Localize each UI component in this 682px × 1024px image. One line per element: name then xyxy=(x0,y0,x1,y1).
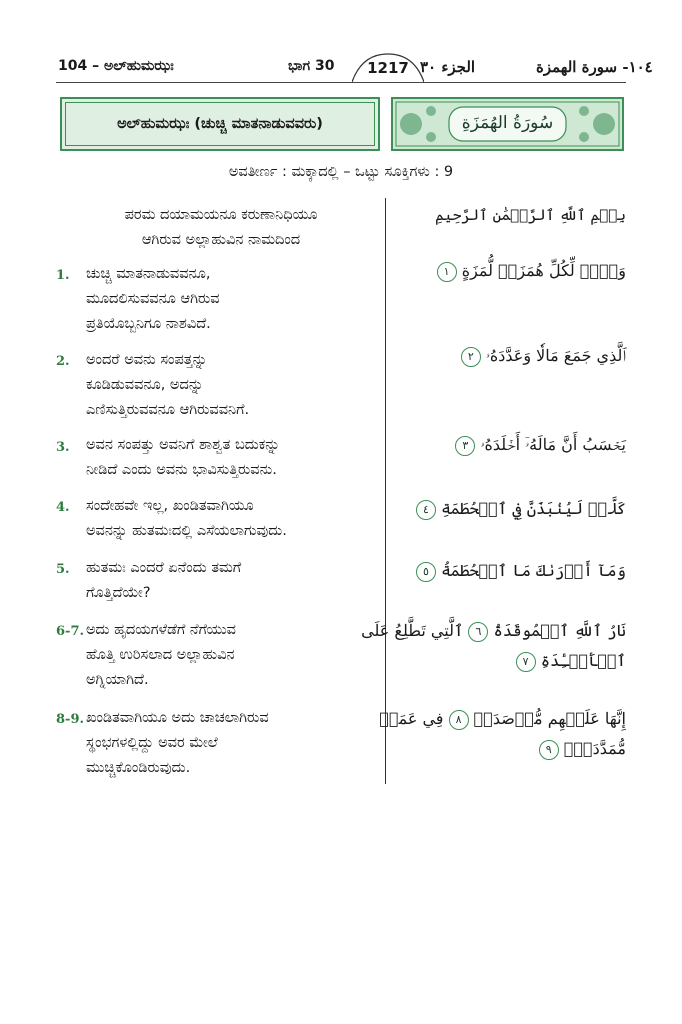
verse-line: ಪ್ರತಿಯೊಬ್ಬನಿಗೂ ನಾಶವಿದೆ. xyxy=(86,316,211,332)
arabic-text: إِنَّهَا عَلَيۡهِم مُّؤۡصَدَةٞ xyxy=(473,709,626,728)
verse-arabic xyxy=(461,341,626,371)
verse-translation xyxy=(86,262,220,337)
revelation-info: ಅವತೀರ್ಣ : ಮಕ್ಕಾದಲ್ಲಿ – ಒಟ್ಟು ಸೂಕ್ತಿಗಳು : 9 xyxy=(228,164,454,180)
arabic-text: وَيۡلٞ لِّكُلِّ هُمَزَةٖ لُّمَزَةٍ xyxy=(461,261,626,280)
verse-number: 8-9. xyxy=(56,712,85,727)
verse-arabic xyxy=(416,556,626,586)
surah-title-kannada: ಅಲ್‌ಹುಮಝಃ (ಚುಚ್ಚಿ ಮಾತನಾಡುವವರು) xyxy=(117,116,323,132)
arabic-text: وَمَآ أَدۡرَىٰكَ مَا ٱلۡحُطَمَةُ xyxy=(441,561,626,580)
verse-line: ಖಂಡಿತವಾಗಿಯೂ ಅದು ಚಾಚಲಾಗಿರುವ xyxy=(86,710,269,726)
surah-title-box xyxy=(60,97,380,151)
verse-line: ಕೂಡಿಡುವವನೂ, ಅದನ್ನು xyxy=(86,377,204,393)
ayah-marker-icon: ٨ xyxy=(449,710,469,730)
header-arabic-sura: ١٠٤- سورة الهمزة xyxy=(536,58,653,76)
verse-translation xyxy=(86,618,236,693)
verse-line: ಹುತಮಃ ಎಂದರೆ ಏನೆಂದು ತಮಗೆ xyxy=(86,560,242,576)
verse-line: ಎಣಿಸುತ್ತಿರುವವನೂ ಆಗಿರುವವನಿಗೆ. xyxy=(86,402,250,418)
verse-line: ಮುಚ್ಚಿಕೊಂಡಿರುವುದು. xyxy=(86,760,191,776)
ayah-marker-icon: ٦ xyxy=(468,622,488,642)
verse-arabic xyxy=(437,256,626,286)
ayah-marker-icon: ٣ xyxy=(455,436,475,456)
arabic-text: كَلَّاۖ لَيُنۢبَذَنَّ فِي ٱلۡحُطَمَةِ xyxy=(441,499,626,518)
verse-number: 1. xyxy=(56,268,70,283)
verse-translation xyxy=(86,556,241,606)
ayah-marker-icon: ١ xyxy=(437,262,457,282)
column-divider xyxy=(385,198,386,784)
ayah-marker-icon: ٢ xyxy=(461,347,481,367)
arabic-text: ٱلۡأَفۡـِٔدَةِ xyxy=(540,651,626,670)
header-rule xyxy=(56,82,626,83)
bismillah-arabic: بِسۡمِ ٱللَّهِ ٱلرَّحۡمَٰنِ ٱلرَّحِيمِ xyxy=(435,206,626,224)
page-number-tab xyxy=(352,52,424,82)
arabic-text: فِي عَمَدٖ xyxy=(379,709,444,728)
bismillah-kannada-line: ಪರಮ ದಯಾಮಯನೂ ಕರುಣಾನಿಧಿಯೂ xyxy=(124,207,318,223)
header-surah-label: 104 – ಅಲ್‌ಹುಮಝಃ xyxy=(58,58,174,74)
ayah-marker-icon: ٥ xyxy=(416,562,436,582)
verse-line: ನೀಡಿದೆ ಎಂದು ಅವನು ಭಾವಿಸುತ್ತಿರುವನು. xyxy=(86,462,277,478)
arabic-text: نَارُ ٱللَّهِ ٱلۡمُوقَدَةُ xyxy=(493,621,626,640)
ayah-marker-icon: ٧ xyxy=(516,652,536,672)
ayah-marker-icon: ٤ xyxy=(416,500,436,520)
verse-line: ಅಗ್ನಿಯಾಗಿದೆ. xyxy=(86,672,149,688)
verse-line: ಮೂದಲಿಸುವವನೂ ಆಗಿರುವ xyxy=(86,291,220,307)
verse-line: ಗೊತ್ತಿದೆಯೇ? xyxy=(86,585,151,601)
verse-line: ಅವನ ಸಂಪತ್ತು ಅವನಿಗೆ ಶಾಶ್ವತ ಬದುಕನ್ನು xyxy=(86,437,280,453)
verse-arabic xyxy=(361,616,626,676)
arabic-text: يَحۡسَبُ أَنَّ مَالَهُۥٓ أَخۡلَدَهُۥ xyxy=(480,435,626,454)
arabic-text: ٱلَّتِي تَطَّلِعُ عَلَى xyxy=(361,621,464,640)
verse-number: 6-7. xyxy=(56,624,85,639)
arabic-text: ٱلَّذِي جَمَعَ مَالٗا وَعَدَّدَهُۥ xyxy=(485,346,626,365)
verse-number: 2. xyxy=(56,354,70,369)
verse-line: ಹೊತ್ತಿ ಉರಿಸಲಾದ ಅಲ್ಲಾಹುವಿನ xyxy=(86,647,235,663)
ayah-marker-icon: ٩ xyxy=(539,740,559,760)
header-part-label: ಭಾಗ 30 xyxy=(288,58,335,74)
verse-number: 3. xyxy=(56,440,70,455)
verse-translation xyxy=(86,348,249,423)
verse-line: ಸ್ಥಂಭಗಳಲ್ಲಿದ್ದು ಅವರ ಮೇಲೆ xyxy=(86,735,218,751)
verse-line: ಸಂದೇಹವೇ ಇಲ್ಲ, ಖಂಡಿತವಾಗಿಯೂ xyxy=(86,498,254,514)
bismillah-kannada-line: ಆಗಿರುವ ಅಲ್ಲಾಹುವಿನ ನಾಮದಿಂದ xyxy=(141,232,301,248)
verse-translation xyxy=(86,433,280,483)
surah-title-arabic: سُورَةُ الهُمَزَةِ xyxy=(461,113,554,133)
header-arabic-juz: الجزء ٣٠ xyxy=(420,58,476,76)
verse-arabic xyxy=(416,494,626,524)
verse-line: ಚುಚ್ಚಿ ಮಾತನಾಡುವವನೂ, xyxy=(86,266,211,282)
verse-arabic xyxy=(379,704,626,764)
page-number: 1217 xyxy=(367,59,409,77)
verse-translation xyxy=(86,494,287,544)
bismillah-kannada xyxy=(76,203,366,253)
verse-number: 5. xyxy=(56,562,70,577)
arabic-text: مُّمَدَّدَةِۭ xyxy=(563,739,626,758)
verse-line: ಅಂದರೆ ಅವನು ಸಂಪತ್ತನ್ನು xyxy=(86,352,208,368)
surah-title-ornament xyxy=(391,97,624,151)
verse-line: ಅದು ಹೃದಯಗಳೆಡೆಗೆ ನೆಗೆಯುವ xyxy=(86,622,236,638)
verse-line: ಅವನನ್ನು ಹುತಮಃದಲ್ಲಿ ಎಸೆಯಲಾಗುವುದು. xyxy=(86,523,287,539)
verse-arabic xyxy=(455,430,626,460)
verse-number: 4. xyxy=(56,500,70,515)
verse-translation xyxy=(86,706,269,781)
